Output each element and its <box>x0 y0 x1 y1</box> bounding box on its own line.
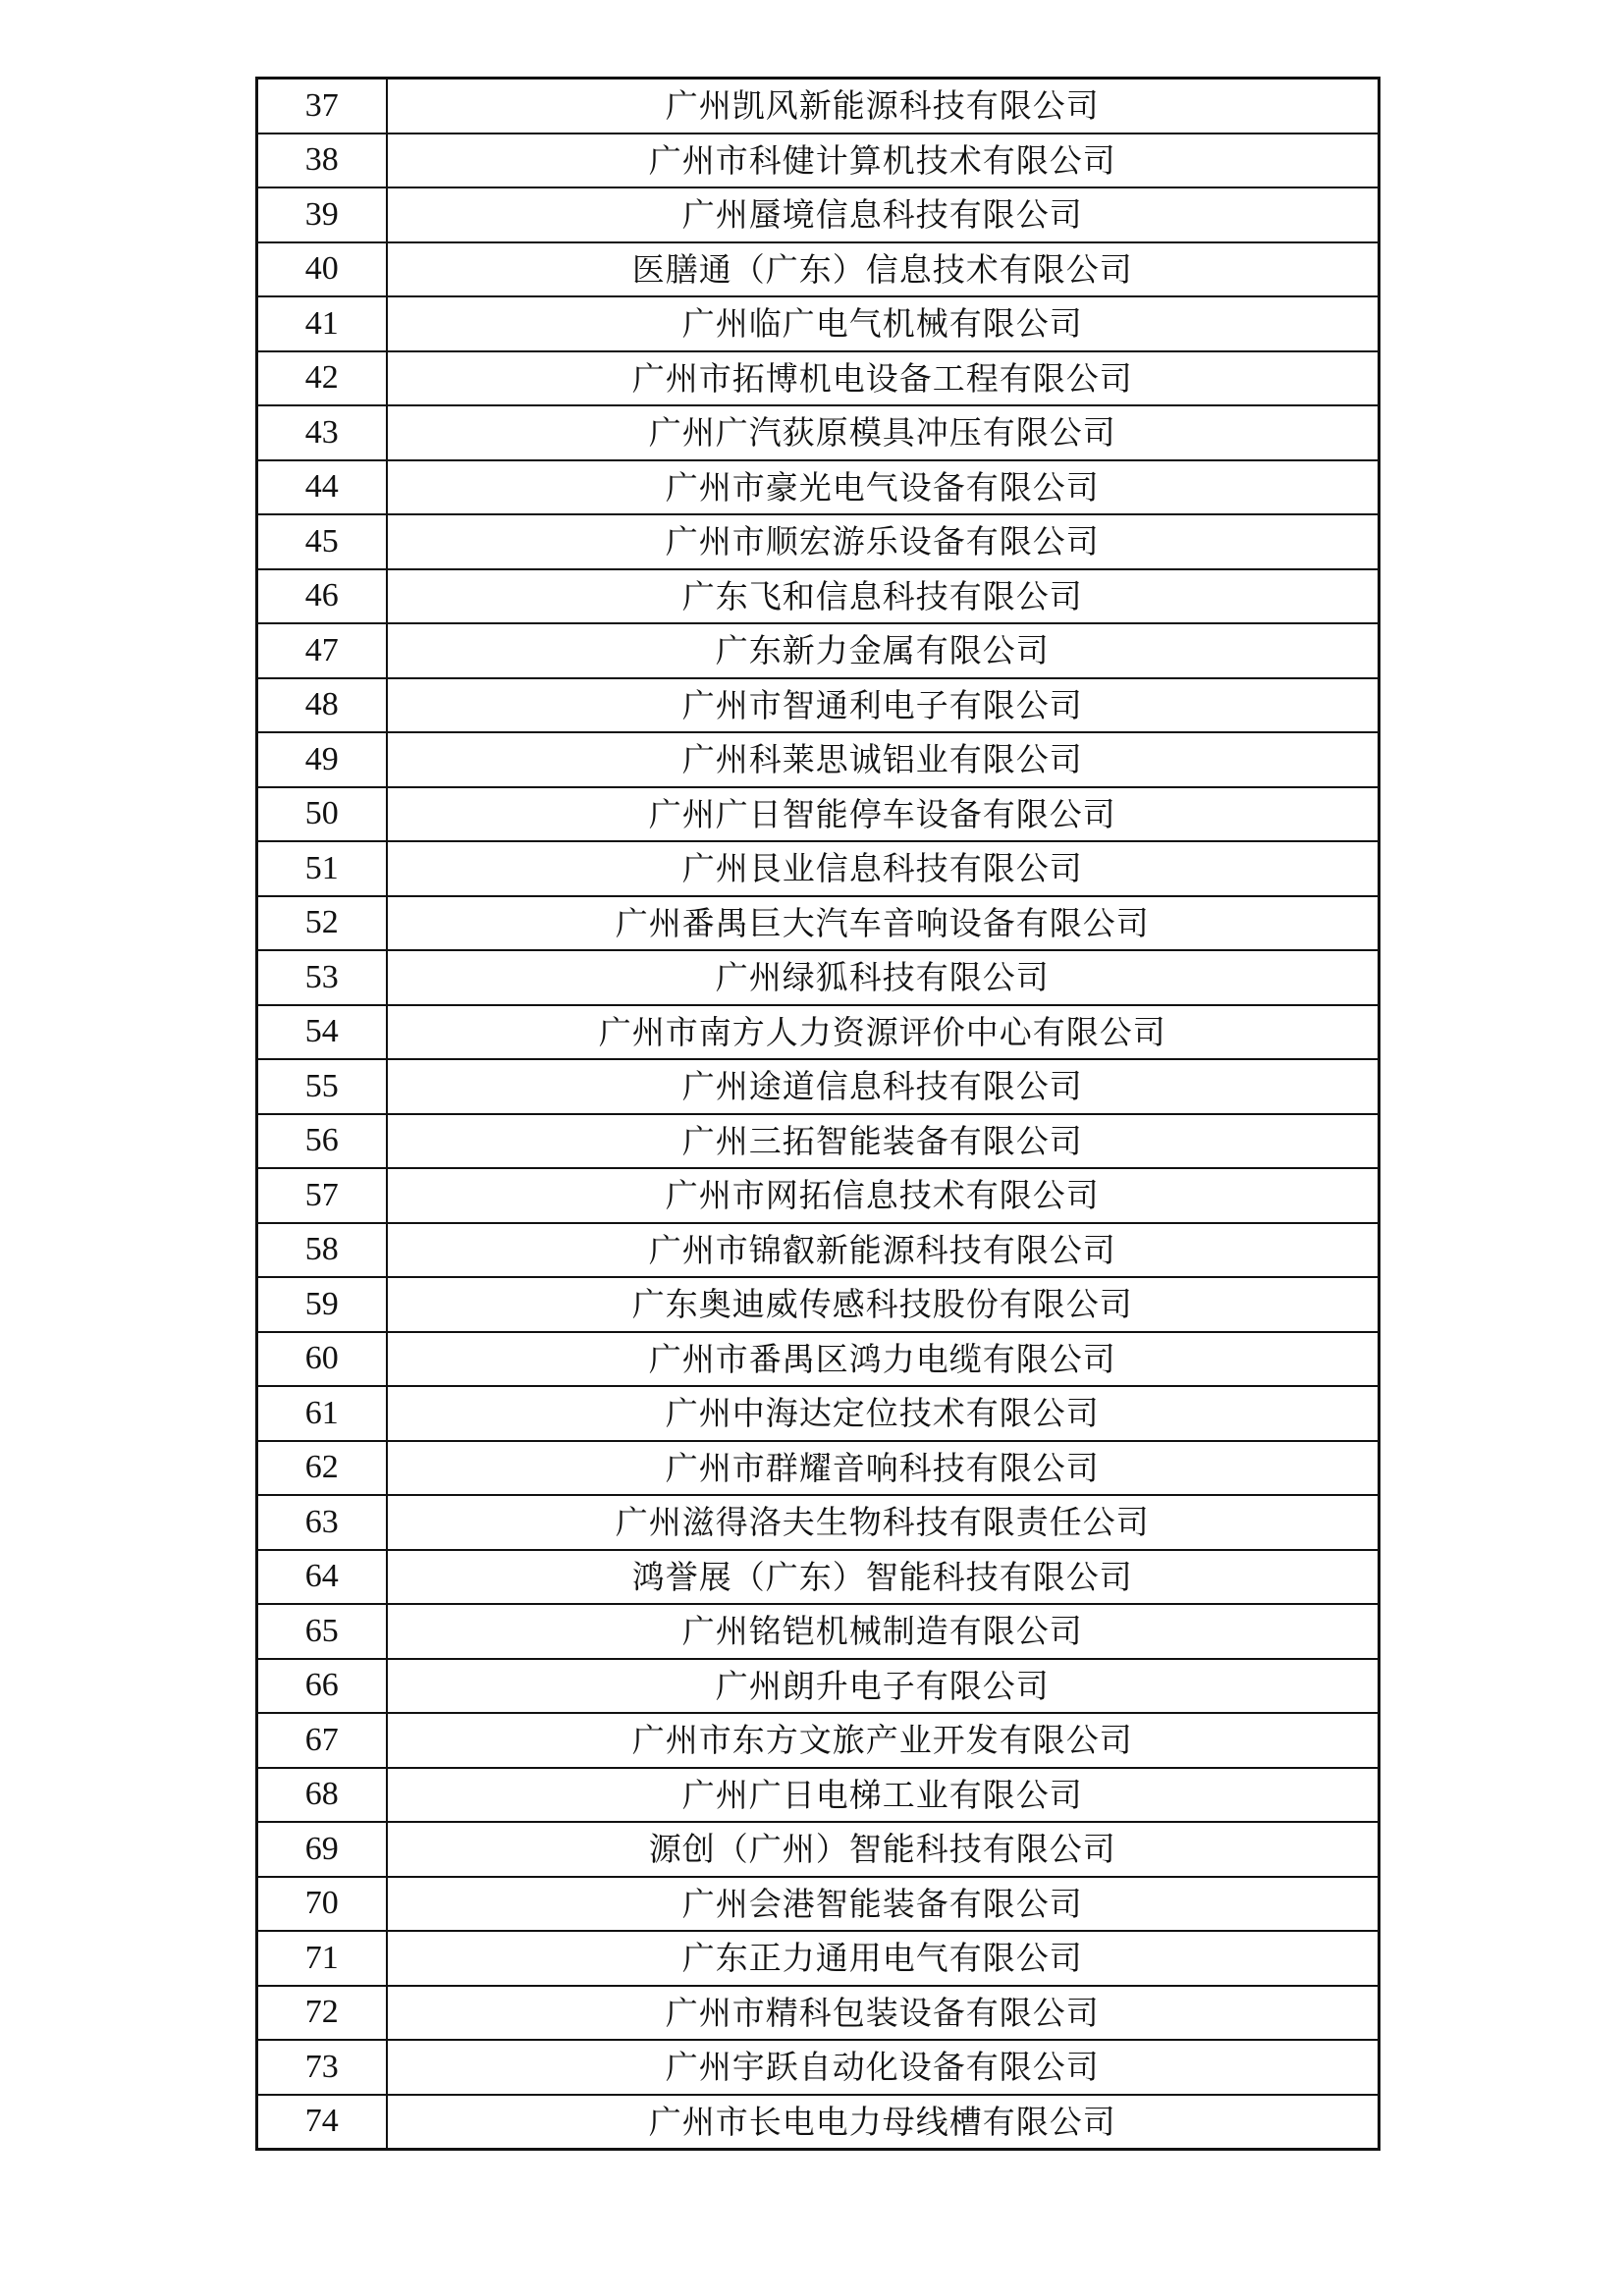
table-row <box>257 2095 1380 2150</box>
table-row <box>257 732 1380 787</box>
company-name: 广州滋得洛夫生物科技有限责任公司 <box>387 1495 1380 1550</box>
company-name: 广东新力金属有限公司 <box>387 623 1380 678</box>
company-name: 广州广汽荻原模具冲压有限公司 <box>387 405 1380 460</box>
company-name: 广州市智通利电子有限公司 <box>387 678 1380 733</box>
table-row <box>257 1550 1380 1605</box>
table-row <box>257 187 1380 242</box>
row-number: 64 <box>257 1550 387 1605</box>
company-name: 广州蜃境信息科技有限公司 <box>387 187 1380 242</box>
table-row <box>257 569 1380 624</box>
table-row <box>257 1114 1380 1169</box>
row-number: 62 <box>257 1441 387 1496</box>
row-number: 43 <box>257 405 387 460</box>
table-row <box>257 787 1380 842</box>
company-list-table <box>255 77 1380 2151</box>
table-row <box>257 1441 1380 1496</box>
table-row <box>257 1931 1380 1986</box>
table-row <box>257 1332 1380 1387</box>
row-number: 46 <box>257 569 387 624</box>
table-row <box>257 79 1380 133</box>
company-name: 广州中海达定位技术有限公司 <box>387 1386 1380 1441</box>
table-row <box>257 1659 1380 1714</box>
company-name: 广州宇跃自动化设备有限公司 <box>387 2040 1380 2095</box>
row-number: 67 <box>257 1713 387 1768</box>
row-number: 42 <box>257 351 387 406</box>
row-number: 70 <box>257 1877 387 1932</box>
row-number: 65 <box>257 1604 387 1659</box>
row-number: 51 <box>257 841 387 896</box>
row-number: 71 <box>257 1931 387 1986</box>
company-name: 鸿誉展（广东）智能科技有限公司 <box>387 1550 1380 1605</box>
table-row <box>257 1168 1380 1223</box>
table-body <box>257 79 1380 2150</box>
row-number: 72 <box>257 1986 387 2041</box>
table-row <box>257 1059 1380 1114</box>
table-row <box>257 1822 1380 1877</box>
row-number: 45 <box>257 514 387 569</box>
company-name: 广州市科健计算机技术有限公司 <box>387 133 1380 188</box>
row-number: 56 <box>257 1114 387 1169</box>
table-row <box>257 514 1380 569</box>
document-page <box>255 77 1378 2151</box>
row-number: 37 <box>257 79 387 133</box>
row-number: 39 <box>257 187 387 242</box>
company-name: 广州市南方人力资源评价中心有限公司 <box>387 1005 1380 1060</box>
row-number: 74 <box>257 2095 387 2150</box>
table-row <box>257 623 1380 678</box>
company-name: 广州市拓博机电设备工程有限公司 <box>387 351 1380 406</box>
row-number: 58 <box>257 1223 387 1278</box>
table-row <box>257 1604 1380 1659</box>
company-name: 广州绿狐科技有限公司 <box>387 950 1380 1005</box>
row-number: 41 <box>257 296 387 351</box>
company-name: 广州途道信息科技有限公司 <box>387 1059 1380 1114</box>
company-name: 广东正力通用电气有限公司 <box>387 1931 1380 1986</box>
company-name: 医膳通（广东）信息技术有限公司 <box>387 242 1380 297</box>
table-row <box>257 405 1380 460</box>
row-number: 38 <box>257 133 387 188</box>
row-number: 73 <box>257 2040 387 2095</box>
row-number: 50 <box>257 787 387 842</box>
table-row <box>257 242 1380 297</box>
row-number: 48 <box>257 678 387 733</box>
row-number: 52 <box>257 896 387 951</box>
row-number: 63 <box>257 1495 387 1550</box>
table-row <box>257 1986 1380 2041</box>
row-number: 68 <box>257 1768 387 1823</box>
company-name: 广东飞和信息科技有限公司 <box>387 569 1380 624</box>
table-row <box>257 841 1380 896</box>
row-number: 49 <box>257 732 387 787</box>
company-name: 广州市群耀音响科技有限公司 <box>387 1441 1380 1496</box>
company-name: 广州市长电电力母线槽有限公司 <box>387 2095 1380 2150</box>
table-row <box>257 896 1380 951</box>
table-row <box>257 1713 1380 1768</box>
company-name: 广州市网拓信息技术有限公司 <box>387 1168 1380 1223</box>
row-number: 53 <box>257 950 387 1005</box>
company-name: 广州科莱思诚铝业有限公司 <box>387 732 1380 787</box>
company-name: 广州市精科包装设备有限公司 <box>387 1986 1380 2041</box>
company-name: 广州铭铠机械制造有限公司 <box>387 1604 1380 1659</box>
company-name: 广州广日智能停车设备有限公司 <box>387 787 1380 842</box>
company-name: 广州市东方文旅产业开发有限公司 <box>387 1713 1380 1768</box>
row-number: 66 <box>257 1659 387 1714</box>
company-name: 广州临广电气机械有限公司 <box>387 296 1380 351</box>
company-name: 广州市顺宏游乐设备有限公司 <box>387 514 1380 569</box>
row-number: 55 <box>257 1059 387 1114</box>
table-row <box>257 351 1380 406</box>
company-name: 广州艮业信息科技有限公司 <box>387 841 1380 896</box>
table-row <box>257 1277 1380 1332</box>
table-row <box>257 1495 1380 1550</box>
row-number: 60 <box>257 1332 387 1387</box>
row-number: 44 <box>257 460 387 515</box>
company-name: 广州市番禺区鸿力电缆有限公司 <box>387 1332 1380 1387</box>
company-name: 广州朗升电子有限公司 <box>387 1659 1380 1714</box>
table-row <box>257 2040 1380 2095</box>
row-number: 69 <box>257 1822 387 1877</box>
company-name: 源创（广州）智能科技有限公司 <box>387 1822 1380 1877</box>
row-number: 57 <box>257 1168 387 1223</box>
company-name: 广州三拓智能装备有限公司 <box>387 1114 1380 1169</box>
row-number: 54 <box>257 1005 387 1060</box>
table-row <box>257 1386 1380 1441</box>
row-number: 40 <box>257 242 387 297</box>
company-name: 广州广日电梯工业有限公司 <box>387 1768 1380 1823</box>
table-row <box>257 1877 1380 1932</box>
row-number: 61 <box>257 1386 387 1441</box>
table-row <box>257 133 1380 188</box>
company-name: 广州市锦叡新能源科技有限公司 <box>387 1223 1380 1278</box>
table-row <box>257 1223 1380 1278</box>
table-row <box>257 678 1380 733</box>
table-row <box>257 296 1380 351</box>
company-name: 广东奥迪威传感科技股份有限公司 <box>387 1277 1380 1332</box>
table-row <box>257 1768 1380 1823</box>
company-name: 广州会港智能装备有限公司 <box>387 1877 1380 1932</box>
row-number: 59 <box>257 1277 387 1332</box>
company-name: 广州番禺巨大汽车音响设备有限公司 <box>387 896 1380 951</box>
company-name: 广州市豪光电气设备有限公司 <box>387 460 1380 515</box>
table-row <box>257 1005 1380 1060</box>
table-row <box>257 950 1380 1005</box>
row-number: 47 <box>257 623 387 678</box>
company-name: 广州凯风新能源科技有限公司 <box>387 79 1380 133</box>
table-row <box>257 460 1380 515</box>
